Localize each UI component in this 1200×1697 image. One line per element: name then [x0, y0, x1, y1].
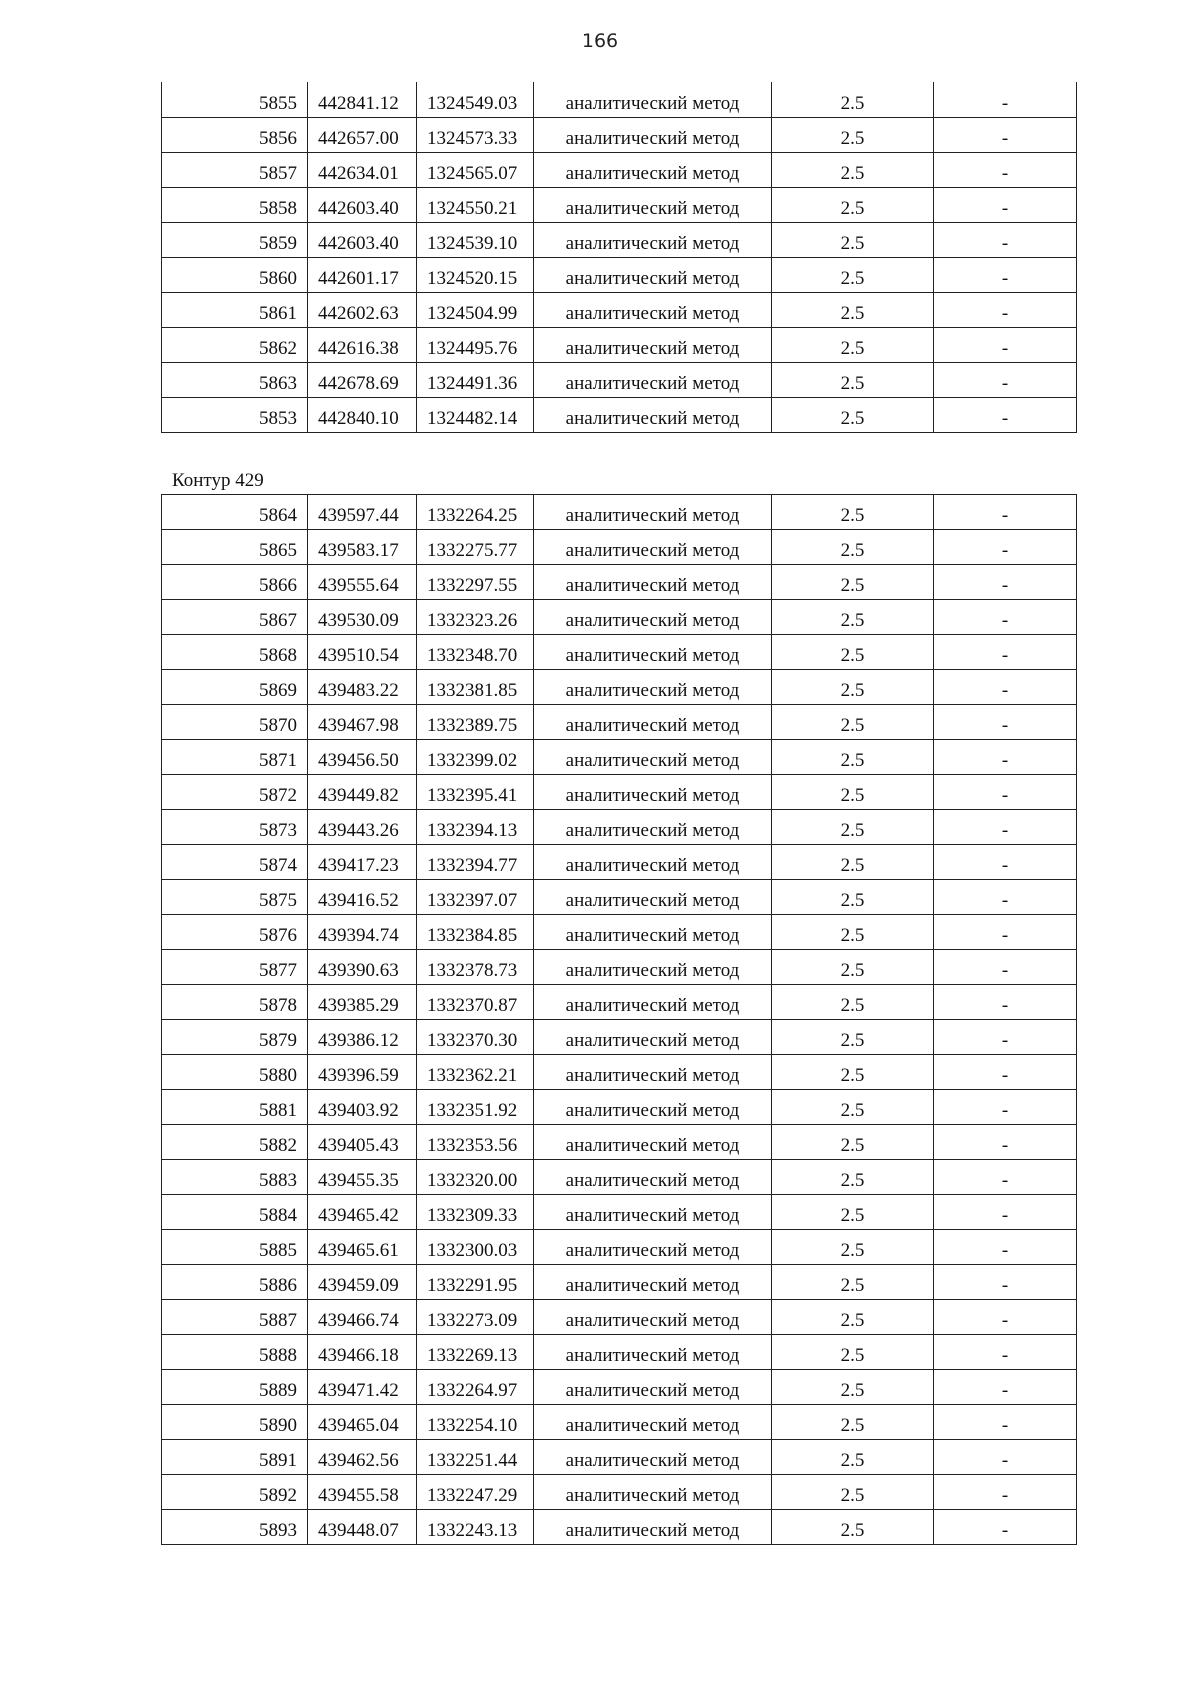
y-coordinate-cell: 1332247.29: [417, 1475, 534, 1510]
point-number-cell: 5860: [162, 257, 308, 292]
table-row: [162, 327, 1077, 362]
description-cell: -: [934, 950, 1077, 985]
x-coordinate-cell: 439448.07: [308, 1510, 417, 1545]
description-cell: -: [934, 1125, 1077, 1160]
point-number-cell: 5880: [162, 1055, 308, 1090]
accuracy-cell: 2.5: [772, 1475, 934, 1510]
accuracy-cell: 2.5: [772, 565, 934, 600]
x-coordinate-cell: 439385.29: [308, 985, 417, 1020]
y-coordinate-cell: 1332362.21: [417, 1055, 534, 1090]
y-coordinate-cell: 1332370.87: [417, 985, 534, 1020]
accuracy-cell: 2.5: [772, 397, 934, 432]
y-coordinate-cell: 1332370.30: [417, 1020, 534, 1055]
method-cell: аналитический метод: [534, 1195, 772, 1230]
point-number-cell: 5863: [162, 362, 308, 397]
y-coordinate-cell: 1332269.13: [417, 1335, 534, 1370]
y-coordinate-cell: 1332351.92: [417, 1090, 534, 1125]
point-number-cell: 5885: [162, 1230, 308, 1265]
point-number-cell: 5873: [162, 810, 308, 845]
method-cell: аналитический метод: [534, 257, 772, 292]
y-coordinate-cell: 1332297.55: [417, 565, 534, 600]
method-cell: аналитический метод: [534, 915, 772, 950]
description-cell: -: [934, 1300, 1077, 1335]
table-row: [162, 845, 1077, 880]
y-coordinate-cell: 1324573.33: [417, 117, 534, 152]
method-cell: аналитический метод: [534, 362, 772, 397]
y-coordinate-cell: 1332378.73: [417, 950, 534, 985]
accuracy-cell: 2.5: [772, 257, 934, 292]
y-coordinate-cell: 1332384.85: [417, 915, 534, 950]
point-number-cell: 5861: [162, 292, 308, 327]
y-coordinate-cell: 1332264.97: [417, 1370, 534, 1405]
x-coordinate-cell: 439466.74: [308, 1300, 417, 1335]
point-number-cell: 5888: [162, 1335, 308, 1370]
method-cell: аналитический метод: [534, 117, 772, 152]
point-number-cell: 5856: [162, 117, 308, 152]
y-coordinate-cell: 1324539.10: [417, 222, 534, 257]
x-coordinate-cell: 442840.10: [308, 397, 417, 432]
point-number-cell: 5883: [162, 1160, 308, 1195]
point-number-cell: 5891: [162, 1440, 308, 1475]
table-row: [162, 292, 1077, 327]
y-coordinate-cell: 1332348.70: [417, 635, 534, 670]
point-number-cell: 5868: [162, 635, 308, 670]
y-coordinate-cell: 1324565.07: [417, 152, 534, 187]
method-cell: аналитический метод: [534, 950, 772, 985]
accuracy-cell: 2.5: [772, 705, 934, 740]
table-row: [162, 495, 1077, 530]
y-coordinate-cell: 1324520.15: [417, 257, 534, 292]
x-coordinate-cell: 439465.42: [308, 1195, 417, 1230]
table-row: [162, 1195, 1077, 1230]
method-cell: аналитический метод: [534, 985, 772, 1020]
accuracy-cell: 2.5: [772, 950, 934, 985]
x-coordinate-cell: 439449.82: [308, 775, 417, 810]
table-row: [162, 915, 1077, 950]
accuracy-cell: 2.5: [772, 327, 934, 362]
method-cell: аналитический метод: [534, 1510, 772, 1545]
accuracy-cell: 2.5: [772, 1440, 934, 1475]
y-coordinate-cell: 1324491.36: [417, 362, 534, 397]
y-coordinate-cell: 1332323.26: [417, 600, 534, 635]
description-cell: -: [934, 292, 1077, 327]
table-row: [162, 1090, 1077, 1125]
description-cell: -: [934, 985, 1077, 1020]
point-number-cell: 5869: [162, 670, 308, 705]
table-row: [162, 1055, 1077, 1090]
point-number-cell: 5884: [162, 1195, 308, 1230]
y-coordinate-cell: 1332251.44: [417, 1440, 534, 1475]
y-coordinate-cell: 1332320.00: [417, 1160, 534, 1195]
x-coordinate-cell: 439403.92: [308, 1090, 417, 1125]
x-coordinate-cell: 439583.17: [308, 530, 417, 565]
point-number-cell: 5887: [162, 1300, 308, 1335]
description-cell: -: [934, 257, 1077, 292]
table-row: [162, 950, 1077, 985]
x-coordinate-cell: 439455.58: [308, 1475, 417, 1510]
description-cell: -: [934, 222, 1077, 257]
table-row: [162, 670, 1077, 705]
description-cell: -: [934, 117, 1077, 152]
method-cell: аналитический метод: [534, 635, 772, 670]
method-cell: аналитический метод: [534, 600, 772, 635]
y-coordinate-cell: 1332309.33: [417, 1195, 534, 1230]
accuracy-cell: 2.5: [772, 985, 934, 1020]
table-row: [162, 1300, 1077, 1335]
description-cell: -: [934, 1335, 1077, 1370]
accuracy-cell: 2.5: [772, 117, 934, 152]
point-number-cell: 5877: [162, 950, 308, 985]
method-cell: аналитический метод: [534, 1440, 772, 1475]
y-coordinate-cell: 1332389.75: [417, 705, 534, 740]
table-row: [162, 1125, 1077, 1160]
method-cell: аналитический метод: [534, 495, 772, 530]
point-number-cell: 5871: [162, 740, 308, 775]
x-coordinate-cell: 439465.04: [308, 1405, 417, 1440]
description-cell: -: [934, 1055, 1077, 1090]
method-cell: аналитический метод: [534, 152, 772, 187]
y-coordinate-cell: 1324550.21: [417, 187, 534, 222]
table-row: [162, 565, 1077, 600]
accuracy-cell: 2.5: [772, 1020, 934, 1055]
table-row: [162, 1265, 1077, 1300]
description-cell: -: [934, 397, 1077, 432]
table-row: [162, 880, 1077, 915]
table-row: [162, 187, 1077, 222]
description-cell: -: [934, 1265, 1077, 1300]
accuracy-cell: 2.5: [772, 1265, 934, 1300]
x-coordinate-cell: 439555.64: [308, 565, 417, 600]
method-cell: аналитический метод: [534, 1405, 772, 1440]
description-cell: -: [934, 362, 1077, 397]
accuracy-cell: 2.5: [772, 1370, 934, 1405]
description-cell: -: [934, 1405, 1077, 1440]
x-coordinate-cell: 439394.74: [308, 915, 417, 950]
table-row: [162, 740, 1077, 775]
x-coordinate-cell: 439455.35: [308, 1160, 417, 1195]
x-coordinate-cell: 442602.63: [308, 292, 417, 327]
point-number-cell: 5864: [162, 495, 308, 530]
point-number-cell: 5857: [162, 152, 308, 187]
x-coordinate-cell: 439483.22: [308, 670, 417, 705]
point-number-cell: 5853: [162, 397, 308, 432]
description-cell: -: [934, 915, 1077, 950]
description-cell: -: [934, 1160, 1077, 1195]
accuracy-cell: 2.5: [772, 1335, 934, 1370]
method-cell: аналитический метод: [534, 1125, 772, 1160]
x-coordinate-cell: 439510.54: [308, 635, 417, 670]
coordinates-table-contour-429: [161, 494, 1077, 1545]
x-coordinate-cell: 439530.09: [308, 600, 417, 635]
point-number-cell: 5875: [162, 880, 308, 915]
x-coordinate-cell: 442841.12: [308, 82, 417, 117]
accuracy-cell: 2.5: [772, 292, 934, 327]
point-number-cell: 5874: [162, 845, 308, 880]
accuracy-cell: 2.5: [772, 810, 934, 845]
table-row: [162, 635, 1077, 670]
point-number-cell: 5889: [162, 1370, 308, 1405]
point-number-cell: 5886: [162, 1265, 308, 1300]
point-number-cell: 5882: [162, 1125, 308, 1160]
y-coordinate-cell: 1332394.77: [417, 845, 534, 880]
table-row: [162, 117, 1077, 152]
x-coordinate-cell: 442601.17: [308, 257, 417, 292]
x-coordinate-cell: 439471.42: [308, 1370, 417, 1405]
description-cell: -: [934, 845, 1077, 880]
accuracy-cell: 2.5: [772, 670, 934, 705]
y-coordinate-cell: 1332397.07: [417, 880, 534, 915]
accuracy-cell: 2.5: [772, 1510, 934, 1545]
table-row: [162, 810, 1077, 845]
accuracy-cell: 2.5: [772, 1160, 934, 1195]
point-number-cell: 5865: [162, 530, 308, 565]
accuracy-cell: 2.5: [772, 740, 934, 775]
y-coordinate-cell: 1332381.85: [417, 670, 534, 705]
accuracy-cell: 2.5: [772, 152, 934, 187]
accuracy-cell: 2.5: [772, 1125, 934, 1160]
method-cell: аналитический метод: [534, 82, 772, 117]
accuracy-cell: 2.5: [772, 1055, 934, 1090]
description-cell: -: [934, 880, 1077, 915]
method-cell: аналитический метод: [534, 1230, 772, 1265]
description-cell: -: [934, 670, 1077, 705]
description-cell: -: [934, 82, 1077, 117]
method-cell: аналитический метод: [534, 397, 772, 432]
method-cell: аналитический метод: [534, 327, 772, 362]
table-row: [162, 152, 1077, 187]
y-coordinate-cell: 1332353.56: [417, 1125, 534, 1160]
point-number-cell: 5872: [162, 775, 308, 810]
point-number-cell: 5858: [162, 187, 308, 222]
y-coordinate-cell: 1324495.76: [417, 327, 534, 362]
x-coordinate-cell: 442616.38: [308, 327, 417, 362]
method-cell: аналитический метод: [534, 1370, 772, 1405]
table-row: [162, 1020, 1077, 1055]
accuracy-cell: 2.5: [772, 600, 934, 635]
accuracy-cell: 2.5: [772, 880, 934, 915]
description-cell: -: [934, 1440, 1077, 1475]
accuracy-cell: 2.5: [772, 1300, 934, 1335]
description-cell: -: [934, 1020, 1077, 1055]
x-coordinate-cell: 439417.23: [308, 845, 417, 880]
y-coordinate-cell: 1324504.99: [417, 292, 534, 327]
x-coordinate-cell: 442603.40: [308, 187, 417, 222]
y-coordinate-cell: 1332243.13: [417, 1510, 534, 1545]
method-cell: аналитический метод: [534, 1475, 772, 1510]
point-number-cell: 5893: [162, 1510, 308, 1545]
accuracy-cell: 2.5: [772, 495, 934, 530]
description-cell: -: [934, 1195, 1077, 1230]
method-cell: аналитический метод: [534, 1090, 772, 1125]
description-cell: -: [934, 740, 1077, 775]
method-cell: аналитический метод: [534, 292, 772, 327]
y-coordinate-cell: 1332273.09: [417, 1300, 534, 1335]
point-number-cell: 5879: [162, 1020, 308, 1055]
table-row: [162, 397, 1077, 432]
table-row: [162, 600, 1077, 635]
y-coordinate-cell: 1332275.77: [417, 530, 534, 565]
table-row: [162, 1335, 1077, 1370]
accuracy-cell: 2.5: [772, 775, 934, 810]
description-cell: -: [934, 775, 1077, 810]
description-cell: -: [934, 495, 1077, 530]
x-coordinate-cell: 439462.56: [308, 1440, 417, 1475]
point-number-cell: 5890: [162, 1405, 308, 1440]
x-coordinate-cell: 439459.09: [308, 1265, 417, 1300]
x-coordinate-cell: 439396.59: [308, 1055, 417, 1090]
accuracy-cell: 2.5: [772, 187, 934, 222]
point-number-cell: 5866: [162, 565, 308, 600]
description-cell: -: [934, 1230, 1077, 1265]
method-cell: аналитический метод: [534, 1300, 772, 1335]
description-cell: -: [934, 1475, 1077, 1510]
point-number-cell: 5870: [162, 705, 308, 740]
coordinates-table-continued: [161, 82, 1077, 433]
y-coordinate-cell: 1332399.02: [417, 740, 534, 775]
table-row: [162, 82, 1077, 117]
x-coordinate-cell: 439443.26: [308, 810, 417, 845]
method-cell: аналитический метод: [534, 1265, 772, 1300]
method-cell: аналитический метод: [534, 880, 772, 915]
x-coordinate-cell: 442657.00: [308, 117, 417, 152]
accuracy-cell: 2.5: [772, 1090, 934, 1125]
description-cell: -: [934, 810, 1077, 845]
table-row: [162, 1370, 1077, 1405]
point-number-cell: 5881: [162, 1090, 308, 1125]
table-row: [162, 1405, 1077, 1440]
point-number-cell: 5892: [162, 1475, 308, 1510]
description-cell: -: [934, 600, 1077, 635]
point-number-cell: 5867: [162, 600, 308, 635]
description-cell: -: [934, 187, 1077, 222]
accuracy-cell: 2.5: [772, 1195, 934, 1230]
description-cell: -: [934, 152, 1077, 187]
y-coordinate-cell: 1324482.14: [417, 397, 534, 432]
accuracy-cell: 2.5: [772, 82, 934, 117]
x-coordinate-cell: 442678.69: [308, 362, 417, 397]
y-coordinate-cell: 1332300.03: [417, 1230, 534, 1265]
y-coordinate-cell: 1324549.03: [417, 82, 534, 117]
x-coordinate-cell: 439466.18: [308, 1335, 417, 1370]
method-cell: аналитический метод: [534, 222, 772, 257]
x-coordinate-cell: 439465.61: [308, 1230, 417, 1265]
x-coordinate-cell: 439386.12: [308, 1020, 417, 1055]
point-number-cell: 5855: [162, 82, 308, 117]
accuracy-cell: 2.5: [772, 222, 934, 257]
accuracy-cell: 2.5: [772, 845, 934, 880]
x-coordinate-cell: 439416.52: [308, 880, 417, 915]
table-row: [162, 1230, 1077, 1265]
description-cell: -: [934, 530, 1077, 565]
y-coordinate-cell: 1332291.95: [417, 1265, 534, 1300]
table-row: [162, 222, 1077, 257]
x-coordinate-cell: 439405.43: [308, 1125, 417, 1160]
description-cell: -: [934, 705, 1077, 740]
description-cell: -: [934, 1370, 1077, 1405]
table-row: [162, 1160, 1077, 1195]
description-cell: -: [934, 327, 1077, 362]
y-coordinate-cell: 1332264.25: [417, 495, 534, 530]
contour-title: Контур 429: [172, 470, 264, 491]
y-coordinate-cell: 1332254.10: [417, 1405, 534, 1440]
point-number-cell: 5878: [162, 985, 308, 1020]
method-cell: аналитический метод: [534, 775, 772, 810]
table-row: [162, 775, 1077, 810]
table-row: [162, 257, 1077, 292]
point-number-cell: 5859: [162, 222, 308, 257]
method-cell: аналитический метод: [534, 845, 772, 880]
page-number: 166: [581, 30, 619, 52]
x-coordinate-cell: 439467.98: [308, 705, 417, 740]
method-cell: аналитический метод: [534, 1335, 772, 1370]
accuracy-cell: 2.5: [772, 1230, 934, 1265]
method-cell: аналитический метод: [534, 187, 772, 222]
method-cell: аналитический метод: [534, 740, 772, 775]
method-cell: аналитический метод: [534, 565, 772, 600]
point-number-cell: 5862: [162, 327, 308, 362]
method-cell: аналитический метод: [534, 1160, 772, 1195]
point-number-cell: 5876: [162, 915, 308, 950]
table-row: [162, 985, 1077, 1020]
x-coordinate-cell: 439456.50: [308, 740, 417, 775]
accuracy-cell: 2.5: [772, 915, 934, 950]
table-row: [162, 362, 1077, 397]
table-row: [162, 530, 1077, 565]
description-cell: -: [934, 1510, 1077, 1545]
accuracy-cell: 2.5: [772, 530, 934, 565]
method-cell: аналитический метод: [534, 670, 772, 705]
description-cell: -: [934, 565, 1077, 600]
x-coordinate-cell: 442634.01: [308, 152, 417, 187]
method-cell: аналитический метод: [534, 705, 772, 740]
table-row: [162, 1510, 1077, 1545]
method-cell: аналитический метод: [534, 810, 772, 845]
accuracy-cell: 2.5: [772, 1405, 934, 1440]
method-cell: аналитический метод: [534, 1055, 772, 1090]
accuracy-cell: 2.5: [772, 635, 934, 670]
table-row: [162, 1475, 1077, 1510]
table-row: [162, 705, 1077, 740]
y-coordinate-cell: 1332395.41: [417, 775, 534, 810]
method-cell: аналитический метод: [534, 1020, 772, 1055]
table-row: [162, 1440, 1077, 1475]
description-cell: -: [934, 1090, 1077, 1125]
description-cell: -: [934, 635, 1077, 670]
x-coordinate-cell: 442603.40: [308, 222, 417, 257]
y-coordinate-cell: 1332394.13: [417, 810, 534, 845]
method-cell: аналитический метод: [534, 530, 772, 565]
x-coordinate-cell: 439390.63: [308, 950, 417, 985]
accuracy-cell: 2.5: [772, 362, 934, 397]
x-coordinate-cell: 439597.44: [308, 495, 417, 530]
